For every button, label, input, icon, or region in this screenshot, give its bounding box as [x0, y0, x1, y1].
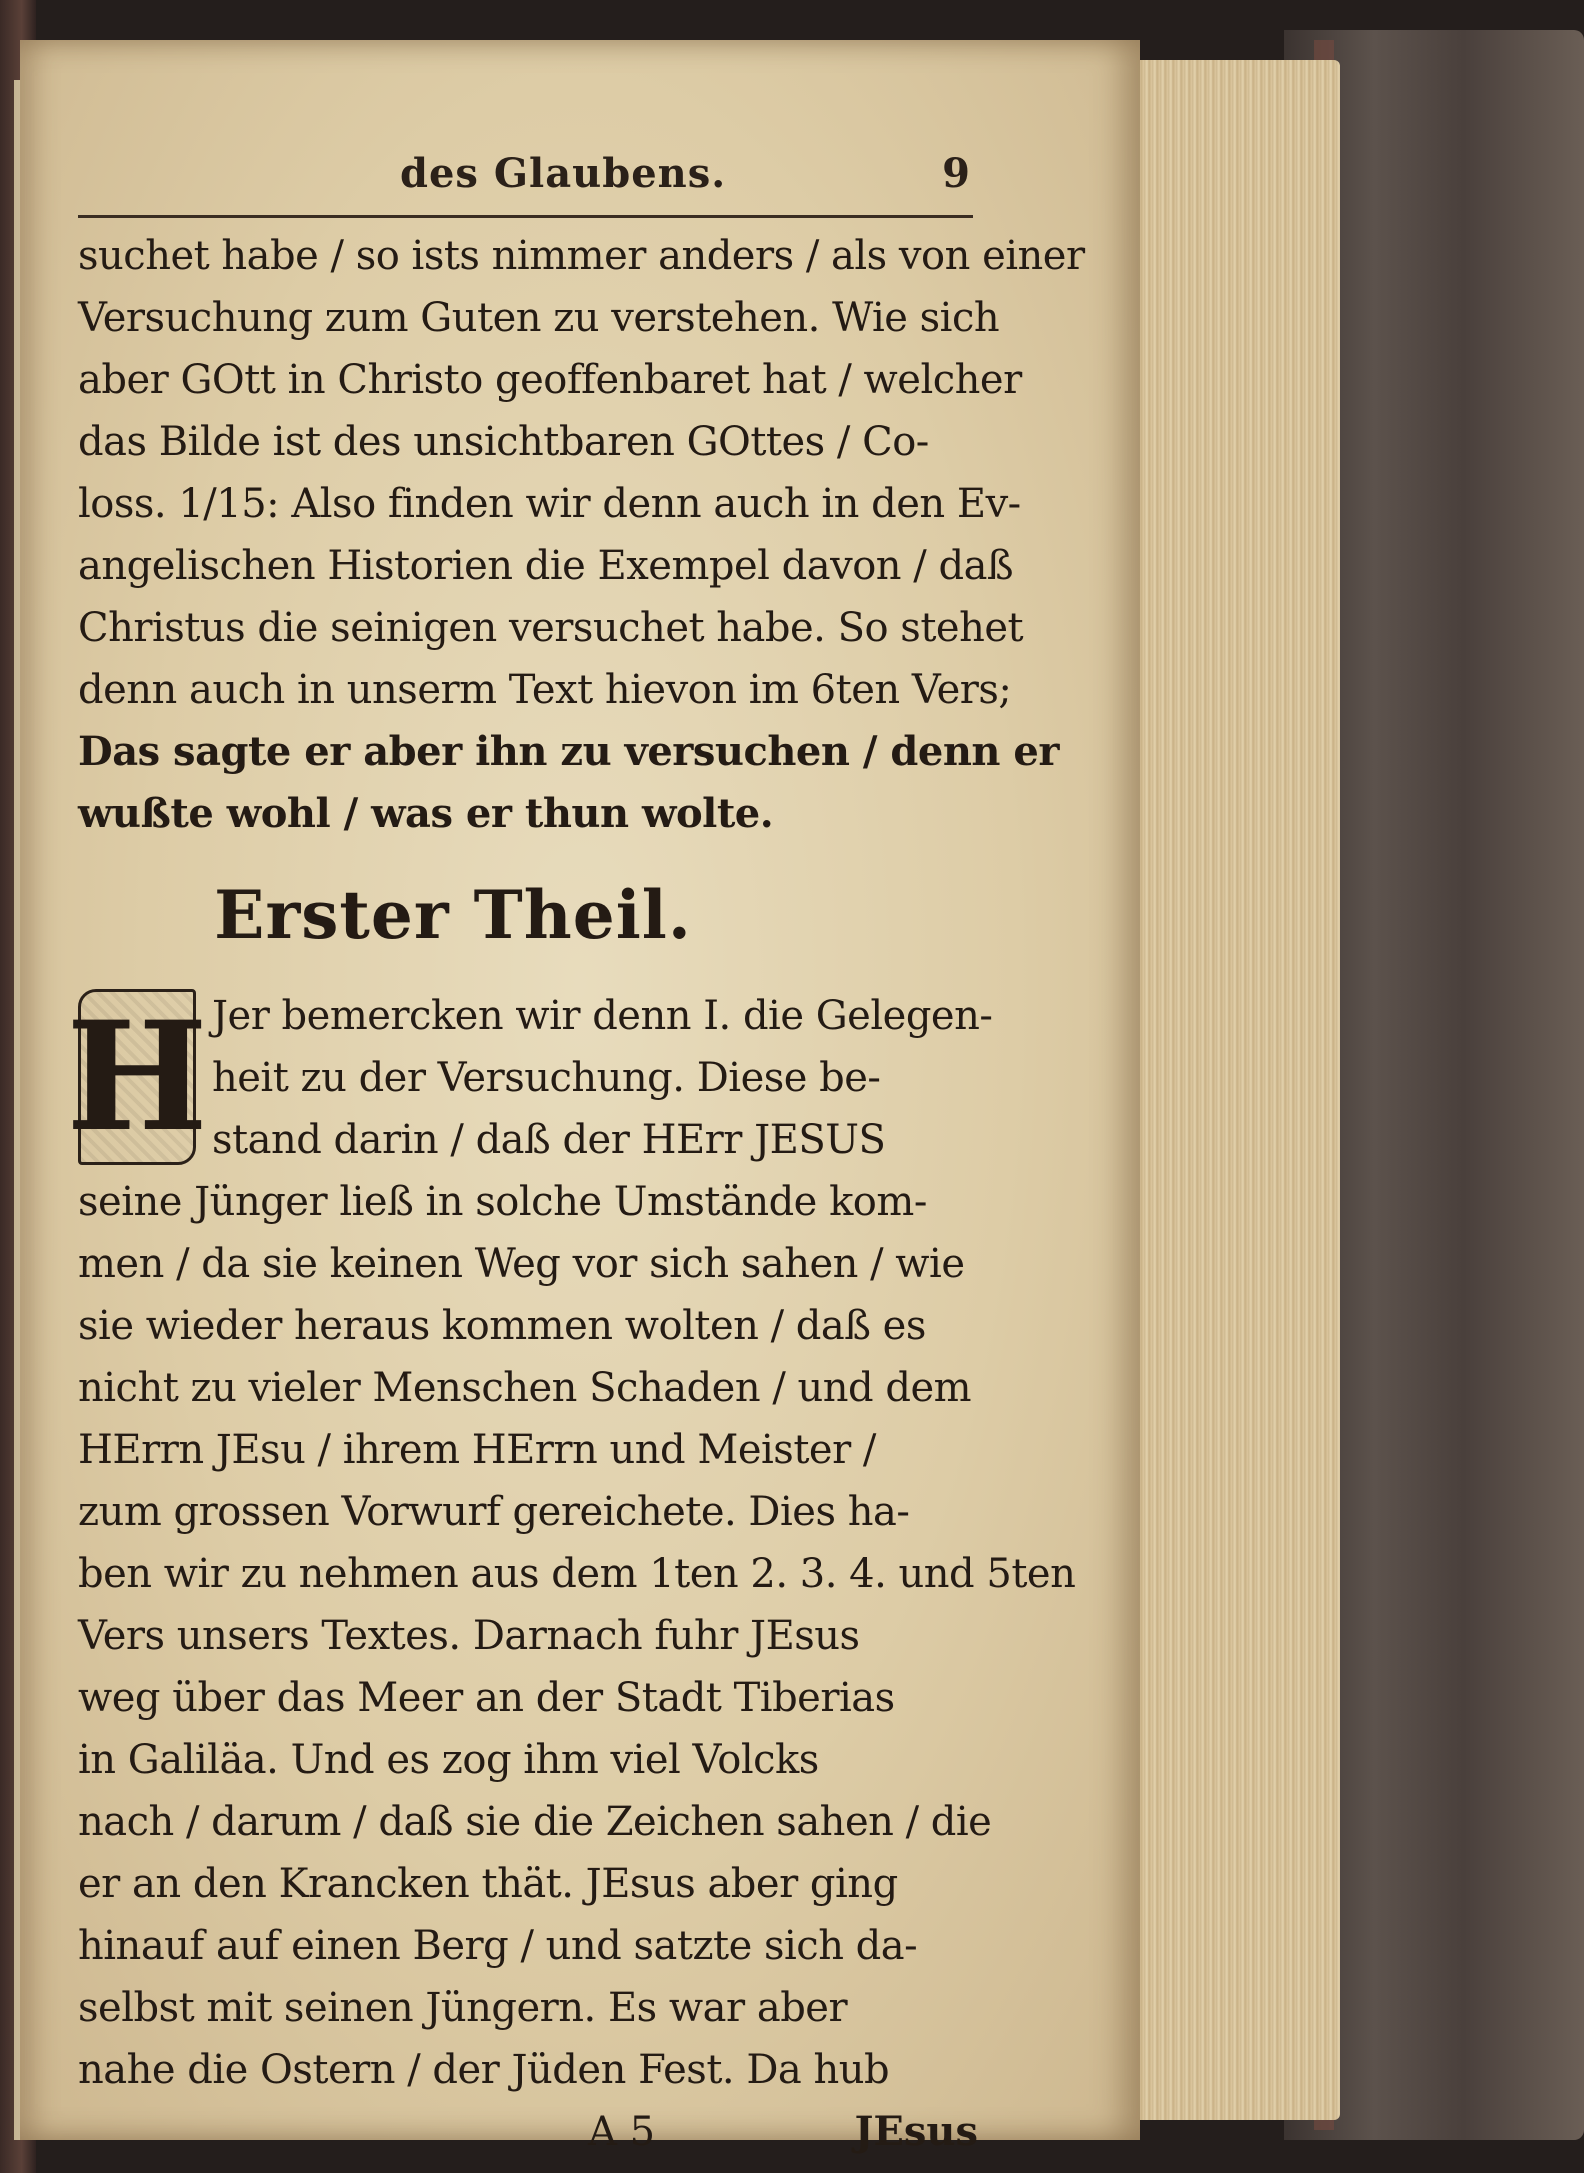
text-line: das Bilde ist des unsichtbaren GOttes / Co- — [78, 419, 929, 465]
page-footer — [78, 2101, 978, 2163]
running-head: des Glaubens. — [400, 150, 727, 197]
signature-mark: A 5 — [588, 2109, 656, 2155]
text-line: hinauf auf einen Berg / und satzte sich da- — [78, 1923, 918, 1969]
text-line: angelischen Historien die Exempel davon / daß — [78, 543, 1014, 589]
text-line: nicht zu vieler Menschen Schaden / und dem — [78, 1365, 972, 1411]
text-line: aber GOtt in Christo geoffenbaret hat / welcher — [78, 357, 1022, 403]
text-line: Jer bemercken wir denn I. die Gelegen- — [212, 993, 993, 1039]
text-line: seine Jünger ließ in solche Umstände kom- — [78, 1179, 927, 1225]
page-number: 9 — [942, 150, 970, 197]
body-text — [66, 225, 1085, 2163]
text-line: ben wir zu nehmen aus dem 1ten 2. 3. 4. und 5ten — [78, 1551, 1076, 1597]
text-line: Vers unsers Textes. Darnach fuhr JEsus — [78, 1613, 860, 1659]
text-line: denn auch in unserm Text hievon im 6ten Vers; — [78, 667, 1012, 713]
catchword: JEsus — [854, 2108, 978, 2155]
text-line: HErrn JEsu / ihrem HErrn und Meister / — [78, 1427, 876, 1473]
text-line: nahe die Ostern / der Jüden Fest. Da hub — [78, 2047, 890, 2093]
text-line: men / da sie keinen Weg vor sich sahen / wie — [78, 1241, 965, 1287]
text-line: er an den Krancken thät. JEsus aber ging — [78, 1861, 898, 1907]
text-line: Versuchung zum Guten zu verstehen. Wie sich — [78, 295, 1000, 341]
text-line: Christus die seinigen versuchet habe. So stehet — [78, 605, 1024, 651]
text-line: heit zu der Versuchung. Diese be- — [212, 1055, 881, 1101]
initial-lines — [212, 985, 993, 1171]
page-block-edges — [1120, 60, 1340, 2120]
text-line: nach / darum / daß sie die Zeichen sahen / die — [78, 1799, 992, 1845]
text-line: loss. 1/15: Also finden wir denn auch in den Ev- — [78, 481, 1021, 527]
header-rule — [78, 215, 973, 218]
drop-cap-paragraph — [66, 985, 993, 1171]
page-header — [60, 150, 970, 210]
text-line: in Galiläa. Und es zog ihm viel Volcks — [78, 1737, 819, 1783]
section-heading: Erster Theil. — [214, 876, 692, 954]
text-line: weg über das Meer an der Stadt Tiberias — [78, 1675, 895, 1721]
quoted-verse-line: Das sagte er aber ihn zu versuchen / denn er — [78, 728, 1059, 775]
text-line: stand darin / daß der HErr JESUS — [212, 1117, 886, 1163]
text-line: selbst mit seinen Jüngern. Es war aber — [78, 1985, 848, 2031]
text-line: suchet habe / so ists nimmer anders / als von einer — [78, 233, 1085, 279]
ornamental-initial: H — [66, 989, 208, 1165]
text-line: sie wieder heraus kommen wolten / daß es — [78, 1303, 926, 1349]
quoted-verse-line: wußte wohl / was er thun wolte. — [78, 790, 774, 837]
text-line: zum grossen Vorwurf gereichete. Dies ha- — [78, 1489, 910, 1535]
